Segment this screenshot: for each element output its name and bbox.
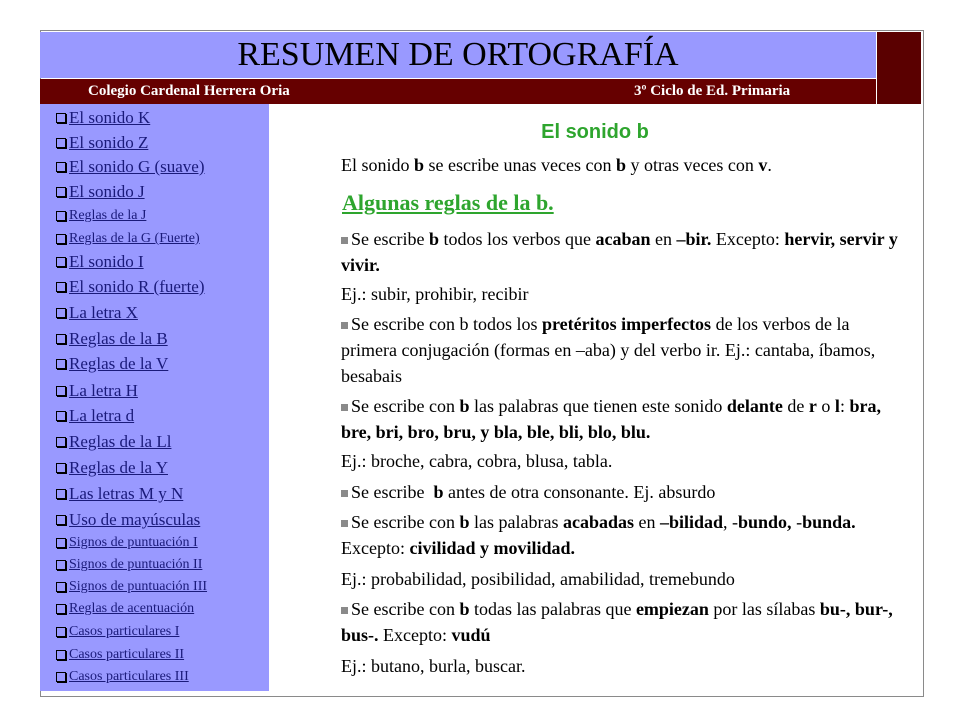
bold-text: empiezan — [635, 599, 709, 619]
square-bullet-icon — [341, 404, 348, 411]
rule-4 — [341, 479, 901, 505]
bold-text: b — [428, 229, 439, 249]
checkbox-bullet-icon — [56, 515, 66, 525]
bold-text: b — [414, 155, 425, 175]
sidebar-link[interactable]: Reglas de la V — [69, 354, 169, 373]
text: Se escribe con — [351, 599, 460, 619]
bold-text: bundo, — [738, 512, 792, 532]
sidebar-item[interactable] — [56, 182, 145, 202]
bold-text: b — [459, 396, 470, 416]
bold-text: bu-, bur-, bus-. — [341, 599, 893, 645]
checkbox-bullet-icon — [56, 234, 66, 244]
title-bar — [40, 32, 876, 78]
text: Se escribe — [351, 482, 434, 502]
rule-1 — [341, 226, 901, 278]
text: de los verbos de la primera conjugación (formas en –aba) y del verbo ir. Ej.: cantaba, íbamos, besabais — [341, 314, 876, 386]
sidebar-link[interactable]: Las letras M y N — [69, 484, 184, 503]
checkbox-bullet-icon — [56, 211, 66, 221]
square-bullet-icon — [341, 607, 348, 614]
checkbox-bullet-icon — [56, 437, 66, 447]
checkbox-bullet-icon — [56, 672, 66, 682]
text: y otras veces con — [625, 155, 759, 175]
sidebar-link[interactable]: El sonido G (suave) — [69, 157, 205, 176]
sidebar-item[interactable] — [56, 354, 168, 374]
example-6: Ej.: butano, burla, buscar. — [341, 656, 526, 676]
sidebar-link[interactable]: El sonido I — [69, 252, 144, 271]
bold-text: l — [834, 396, 840, 416]
bold-text: delante — [726, 396, 783, 416]
sidebar-item[interactable] — [56, 252, 144, 272]
checkbox-bullet-icon — [56, 582, 66, 592]
subtitle-bar — [40, 79, 876, 104]
sidebar-item[interactable] — [56, 277, 205, 297]
bold-text: r — [808, 396, 817, 416]
text: en — [650, 229, 677, 249]
square-bullet-icon — [341, 322, 348, 329]
text: por las sílabas — [708, 599, 820, 619]
text: El sonido — [341, 155, 415, 175]
sidebar-item[interactable] — [56, 458, 168, 478]
rule-5 — [341, 509, 901, 561]
checkbox-bullet-icon — [56, 463, 66, 473]
sidebar-item[interactable] — [56, 157, 205, 177]
section-heading: El sonido b — [541, 121, 649, 143]
checkbox-bullet-icon — [56, 489, 66, 499]
square-bullet-icon — [341, 237, 348, 244]
bold-text: b — [459, 512, 470, 532]
sidebar-link[interactable]: Reglas de la Y — [69, 458, 168, 477]
checkbox-bullet-icon — [56, 334, 66, 344]
sidebar-item[interactable] — [56, 669, 189, 685]
sidebar-item[interactable] — [56, 231, 200, 247]
text: de — [782, 396, 809, 416]
sidebar-item[interactable] — [56, 579, 207, 595]
sidebar-item[interactable] — [56, 647, 184, 663]
checkbox-bullet-icon — [56, 138, 66, 148]
sidebar-item[interactable] — [56, 535, 198, 551]
sidebar-link[interactable]: La letra H — [69, 381, 138, 400]
sidebar-link[interactable]: La letra X — [69, 303, 138, 322]
sidebar-link[interactable]: Casos particulares I — [69, 624, 180, 639]
bold-text: vudú — [451, 625, 491, 645]
sidebar-item[interactable] — [56, 406, 134, 426]
sidebar-item[interactable] — [56, 601, 194, 617]
sidebar-item[interactable] — [56, 624, 179, 640]
sidebar-link[interactable]: Signos de puntuación I — [69, 535, 198, 550]
text: las palabras — [469, 512, 563, 532]
sidebar-item[interactable] — [56, 208, 146, 224]
text: Excepto: — [378, 625, 452, 645]
text: Se escribe con — [351, 396, 460, 416]
sidebar-link[interactable]: Signos de puntuación III — [69, 579, 208, 594]
text: Excepto: — [711, 229, 785, 249]
intro-paragraph — [341, 152, 901, 178]
cycle-label: 3º Ciclo de Ed. Primaria — [634, 83, 791, 99]
checkbox-bullet-icon — [56, 308, 66, 318]
checkbox-bullet-icon — [56, 411, 66, 421]
text: Se escribe con — [351, 512, 460, 532]
sidebar-link[interactable]: Signos de puntuación II — [69, 557, 203, 572]
text: antes de otra consonante. Ej. absurdo — [443, 482, 716, 502]
bold-text: bunda. — [802, 512, 856, 532]
sidebar-item[interactable] — [56, 329, 168, 349]
checkbox-bullet-icon — [56, 604, 66, 614]
text: : — [839, 396, 850, 416]
checkbox-bullet-icon — [56, 257, 66, 267]
checkbox-bullet-icon — [56, 650, 66, 660]
sidebar-link[interactable]: La letra d — [69, 406, 135, 425]
sidebar-link[interactable]: El sonido J — [69, 182, 145, 201]
checkbox-bullet-icon — [56, 386, 66, 396]
bold-text: –bir. — [676, 229, 712, 249]
text: en — [633, 512, 660, 532]
checkbox-bullet-icon — [56, 162, 66, 172]
sidebar-link[interactable]: Casos particulares II — [69, 647, 185, 662]
sidebar-item[interactable] — [56, 432, 171, 452]
example-5: Ej.: probabilidad, posibilidad, amabilidad, tremebundo — [341, 569, 735, 589]
sidebar-link[interactable]: Reglas de la B — [69, 329, 168, 348]
bold-text: b — [615, 155, 626, 175]
bold-text: pretéritos imperfectos — [541, 314, 712, 334]
bold-text: hervir, servir y vivir. — [341, 229, 898, 275]
text: Se escribe con b todos los — [351, 314, 542, 334]
checkbox-bullet-icon — [56, 538, 66, 548]
bold-text: –bilidad — [659, 512, 724, 532]
rule-6 — [341, 596, 901, 648]
checkbox-bullet-icon — [56, 627, 66, 637]
sidebar-link[interactable]: Reglas de la G (Fuerte) — [69, 231, 200, 246]
sidebar-item[interactable] — [56, 381, 138, 401]
rules-title: Algunas reglas de la b. — [342, 190, 554, 215]
sidebar-link[interactable]: El sonido Z — [69, 133, 149, 152]
text: las palabras que tienen este sonido — [469, 396, 727, 416]
text: - — [791, 512, 803, 532]
sidebar-link[interactable]: El sonido R (fuerte) — [69, 277, 205, 296]
sidebar-item[interactable] — [56, 557, 202, 573]
square-bullet-icon — [341, 520, 348, 527]
sidebar-link[interactable]: Reglas de la Ll — [69, 432, 172, 451]
sidebar-link[interactable]: Reglas de acentuación — [69, 601, 195, 616]
bold-text: civilidad y movilidad. — [409, 538, 576, 558]
text: se escribe unas veces con — [424, 155, 616, 175]
checkbox-bullet-icon — [56, 359, 66, 369]
rule-3 — [341, 393, 901, 445]
bold-text: bra, bre, bri, bro, bru, y bla, ble, bli, blo, blu. — [341, 396, 881, 442]
sidebar-item[interactable] — [56, 484, 183, 504]
school-name: Colegio Cardenal Herrera Oria — [88, 83, 290, 99]
checkbox-bullet-icon — [56, 560, 66, 570]
page-title: RESUMEN DE ORTOGRAFÍA — [237, 36, 679, 73]
bold-text: v — [758, 155, 768, 175]
bold-text: acaban — [595, 229, 651, 249]
sidebar-link[interactable]: Casos particulares III — [69, 669, 189, 684]
sidebar-item[interactable] — [56, 133, 148, 153]
text: . — [767, 155, 772, 175]
bold-text: acabadas — [562, 512, 634, 532]
corner-block — [877, 32, 921, 104]
checkbox-bullet-icon — [56, 187, 66, 197]
sidebar-item[interactable] — [56, 510, 200, 530]
text: todos los verbos que — [438, 229, 596, 249]
square-bullet-icon — [341, 490, 348, 497]
sidebar — [40, 104, 269, 691]
rule-2 — [341, 311, 901, 389]
text: Se escribe — [351, 229, 429, 249]
example-1: Ej.: subir, prohibir, recibir — [341, 284, 529, 304]
text: todas las palabras que — [469, 599, 636, 619]
sidebar-link[interactable]: Reglas de la J — [69, 208, 147, 223]
sidebar-link[interactable]: El sonido K — [69, 108, 151, 127]
checkbox-bullet-icon — [56, 282, 66, 292]
bold-text: b — [459, 599, 470, 619]
example-3: Ej.: broche, cabra, cobra, blusa, tabla. — [341, 451, 613, 471]
checkbox-bullet-icon — [56, 113, 66, 123]
sidebar-item[interactable] — [56, 303, 138, 323]
text: Excepto: — [341, 538, 410, 558]
bold-text: b — [433, 482, 444, 502]
text: , - — [723, 512, 739, 532]
sidebar-link[interactable]: Uso de mayúsculas — [69, 510, 201, 529]
text: o — [816, 396, 835, 416]
sidebar-item[interactable] — [56, 108, 150, 128]
